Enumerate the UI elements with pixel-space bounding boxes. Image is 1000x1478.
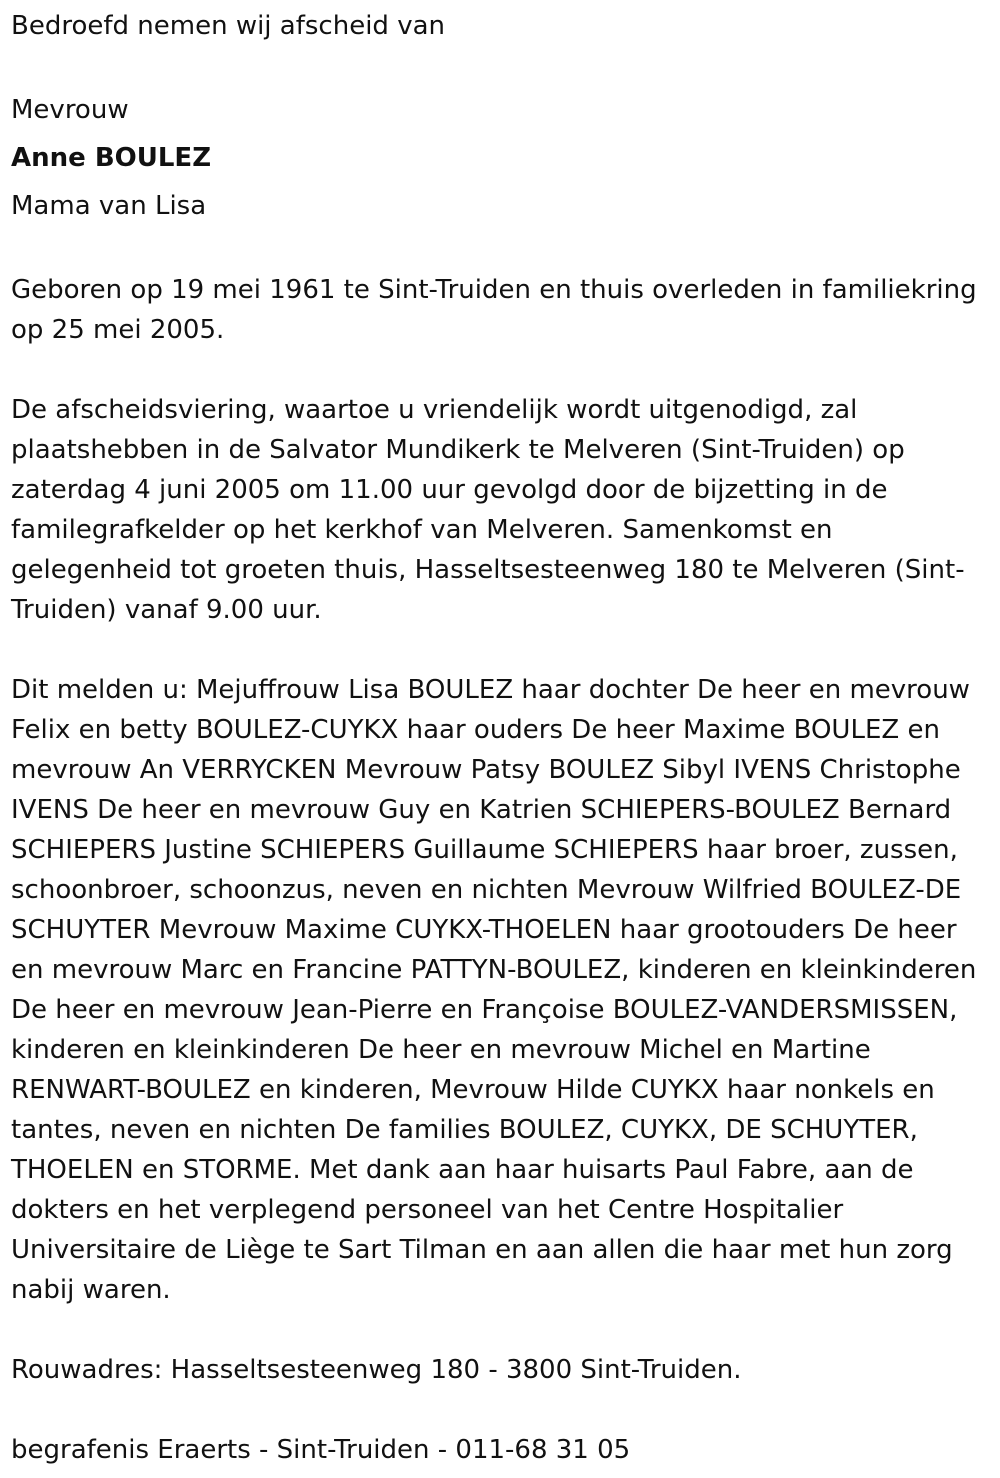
honorific: Mevrouw bbox=[11, 95, 129, 125]
deceased-name: Anne BOULEZ bbox=[11, 143, 212, 173]
birth-death-details: Geboren op 19 mei 1961 te Sint-Truiden en thuis overleden in familiekring op 25 mei 2005. bbox=[11, 275, 977, 345]
family-notification: Dit melden u: Mejuffrouw Lisa BOULEZ haar dochter De heer en mevrouw Felix en betty BOULEZ-CUYKX haar ouders De heer Maxime BOULEZ en mevrouw An VERRYCKEN Mevrouw Patsy BOULEZ Sibyl IVENS Christophe IVENS De heer en mevrouw Guy en Katrien SCHIEPERS-BOULEZ Bernard SCHIEPERS Justine SCHIEPERS Guillaume SCHIEPERS haar broer, zussen, schoonbroer, schoonzus, neven en nichten Mevrouw Wilfried BOULEZ-DE SCHUYTER Mevrouw Maxime CUYKX-THOELEN haar grootouders De heer en mevrouw Marc en Francine PATTYN-BOULEZ, kinderen en kleinkinderen De heer en mevrouw Jean-Pierre en Françoise BOULEZ-VANDERSMISSEN, kinderen en kleinkinderen De heer en mevrouw Michel en Martine RENWART-BOULEZ en kinderen, Mevrouw Hilde CUYKX haar nonkels en tantes, neven en nichten De families BOULEZ, CUYKX, DE SCHUYTER, THOELEN en STORME. Met dank aan haar huisarts Paul Fabre, aan de dokters en het verplegend personeel van het Centre Hospitalier Universitaire de Liège te Sart Tilman en aan allen die haar met hun zorg nabij waren. bbox=[11, 675, 977, 1305]
mourning-address: Rouwadres: Hasseltsesteenweg 180 - 3800 Sint-Truiden. bbox=[11, 1355, 742, 1385]
family-relation: Mama van Lisa bbox=[11, 191, 207, 221]
ceremony-details: De afscheidsviering, waartoe u vriendelijk wordt uitgenodigd, zal plaatshebben in de Salvator Mundikerk te Melveren (Sint-Truiden) op zaterdag 4 juni 2005 om 11.00 uur gevolgd door de bijzetting in de familegrafkelder op het kerkhof van Melveren. Samenkomst en gelegenheid tot groeten thuis, Hasseltsesteenweg 180 te Melveren (Sint-Truiden) vanaf 9.00 uur. bbox=[11, 395, 965, 625]
funeral-home-contact: begrafenis Eraerts - Sint-Truiden - 011-68 31 05 bbox=[11, 1435, 631, 1465]
obituary-intro: Bedroefd nemen wij afscheid van bbox=[11, 11, 445, 41]
